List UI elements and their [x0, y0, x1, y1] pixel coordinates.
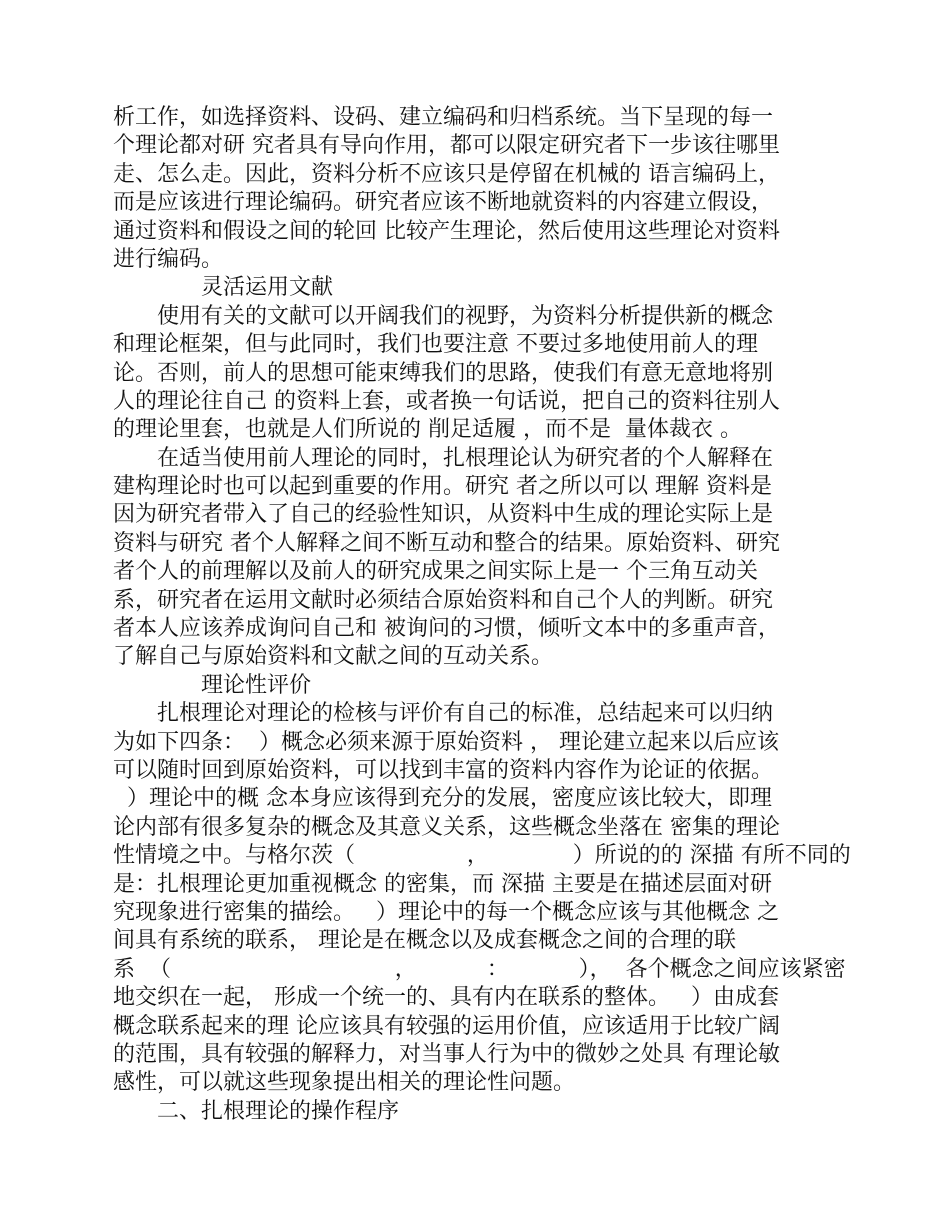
text-line: 感性，可以就这些现象提出相关的理论性问题。: [113, 1070, 576, 1096]
text-line: 者本人应该养成询问自己和 被询问的习惯，倾听文本中的多重声音，: [113, 616, 780, 642]
text-line: 者个人的前理解以及前人的研究成果之间实际上是一 个三角互动关: [113, 559, 758, 585]
text-line: 为如下四条： ）概念必须来源于原始资料 ， 理论建立起来以后应该: [113, 729, 779, 755]
section-heading-operating-procedure: 二、扎根理论的操作程序: [157, 1098, 400, 1124]
text-line: 是：扎根理论更加重视概念 的密集，而 深描 主要是在描述层面对研: [113, 871, 772, 897]
text-line: 人的理论往自己 的资料上套，或者换一句话说，把自己的资料往别人: [113, 388, 780, 414]
text-line: 性情境之中。与格尔茨（ ， ）所说的的 深描 有所不同的: [113, 843, 851, 869]
text-line: 走、怎么走。因此，资料分析不应该只是停留在机械的 语言编码上，: [113, 161, 780, 187]
text-line: 资料与研究 者个人解释之间不断互动和整合的结果。原始资料、研究: [113, 530, 780, 556]
text-line: 究现象进行密集的描绘。 ）理论中的每一个概念应该与其他概念 之: [113, 899, 779, 925]
text-line: 系 （ ， ： ）， 各个概念之间应该紧密: [113, 956, 846, 982]
text-line: ）理论中的概 念本身应该得到充分的发展，密度应该比较大，即理: [113, 786, 772, 812]
document-body: [113, 104, 851, 1126]
section-heading-flexible-literature: 灵活运用文献: [201, 275, 334, 301]
text-line: 建构理论时也可以起到重要的作用。研究 者之所以可以 理解 资料是: [113, 474, 772, 500]
text-line: 析工作，如选择资料、设码、建立编码和归档系统。当下呈现的每一: [113, 105, 774, 130]
text-line: 因为研究者带入了自己的经验性知识，从资料中生成的理论实际上是: [113, 502, 774, 528]
text-line: 论内部有很多复杂的概念及其意义关系，这些概念坐落在 密集的理论: [113, 814, 780, 840]
paragraph-first-line: 使用有关的文献可以开阔我们的视野，为资料分析提供新的概念: [157, 303, 774, 329]
text-line: 的理论里套，也就是人们所说的 削足适履 ，而不是 量体裁衣 。: [113, 417, 742, 443]
text-line: 论。否则，前人的思想可能束缚我们的思路，使我们有意无意地将别: [113, 360, 774, 386]
text-line: 概念联系起来的理 论应该具有较强的运用价值，应该适用于比较广阔: [113, 1013, 780, 1039]
text-line: 可以随时回到原始资料，可以找到丰富的资料内容作为论证的依据。: [113, 757, 774, 783]
text-line: 间具有系统的联系， 理论是在概念以及成套概念之间的合理的联: [113, 928, 736, 954]
paragraph-first-line: 扎根理论对理论的检核与评价有自己的标准，总结起来可以归纳: [157, 701, 774, 727]
text-line: 了解自己与原始资料和文献之间的互动关系。: [113, 644, 554, 670]
text-line: 的范围，具有较强的解释力，对当事人行为中的微妙之处具 有理论敏: [113, 1041, 780, 1067]
text-line: 通过资料和假设之间的轮回 比较产生理论，然后使用这些理论对资料: [113, 218, 780, 244]
text-line: 而是应该进行理论编码。研究者应该不断地就资料的内容建立假设，: [113, 190, 774, 216]
text-line: 系，研究者在运用文献时必须结合原始资料和自己个人的判断。研究: [113, 587, 774, 613]
section-heading-theoretical-evaluation: 理论性评价: [201, 672, 312, 698]
text-line: 地交织在一起， 形成一个统一的、具有内在联系的整体。 ）由成套: [113, 985, 779, 1011]
text-line: 进行编码。: [113, 246, 224, 272]
paragraph-first-line: 在适当使用前人理论的同时，扎根理论认为研究者的个人解释在: [157, 445, 774, 471]
text-line: 和理论框架，但与此同时，我们也要注意 不要过多地使用前人的理: [113, 332, 758, 358]
text-line: 个理论都对研 究者具有导向作用，都可以限定研究者下一步该往哪里: [113, 133, 780, 159]
